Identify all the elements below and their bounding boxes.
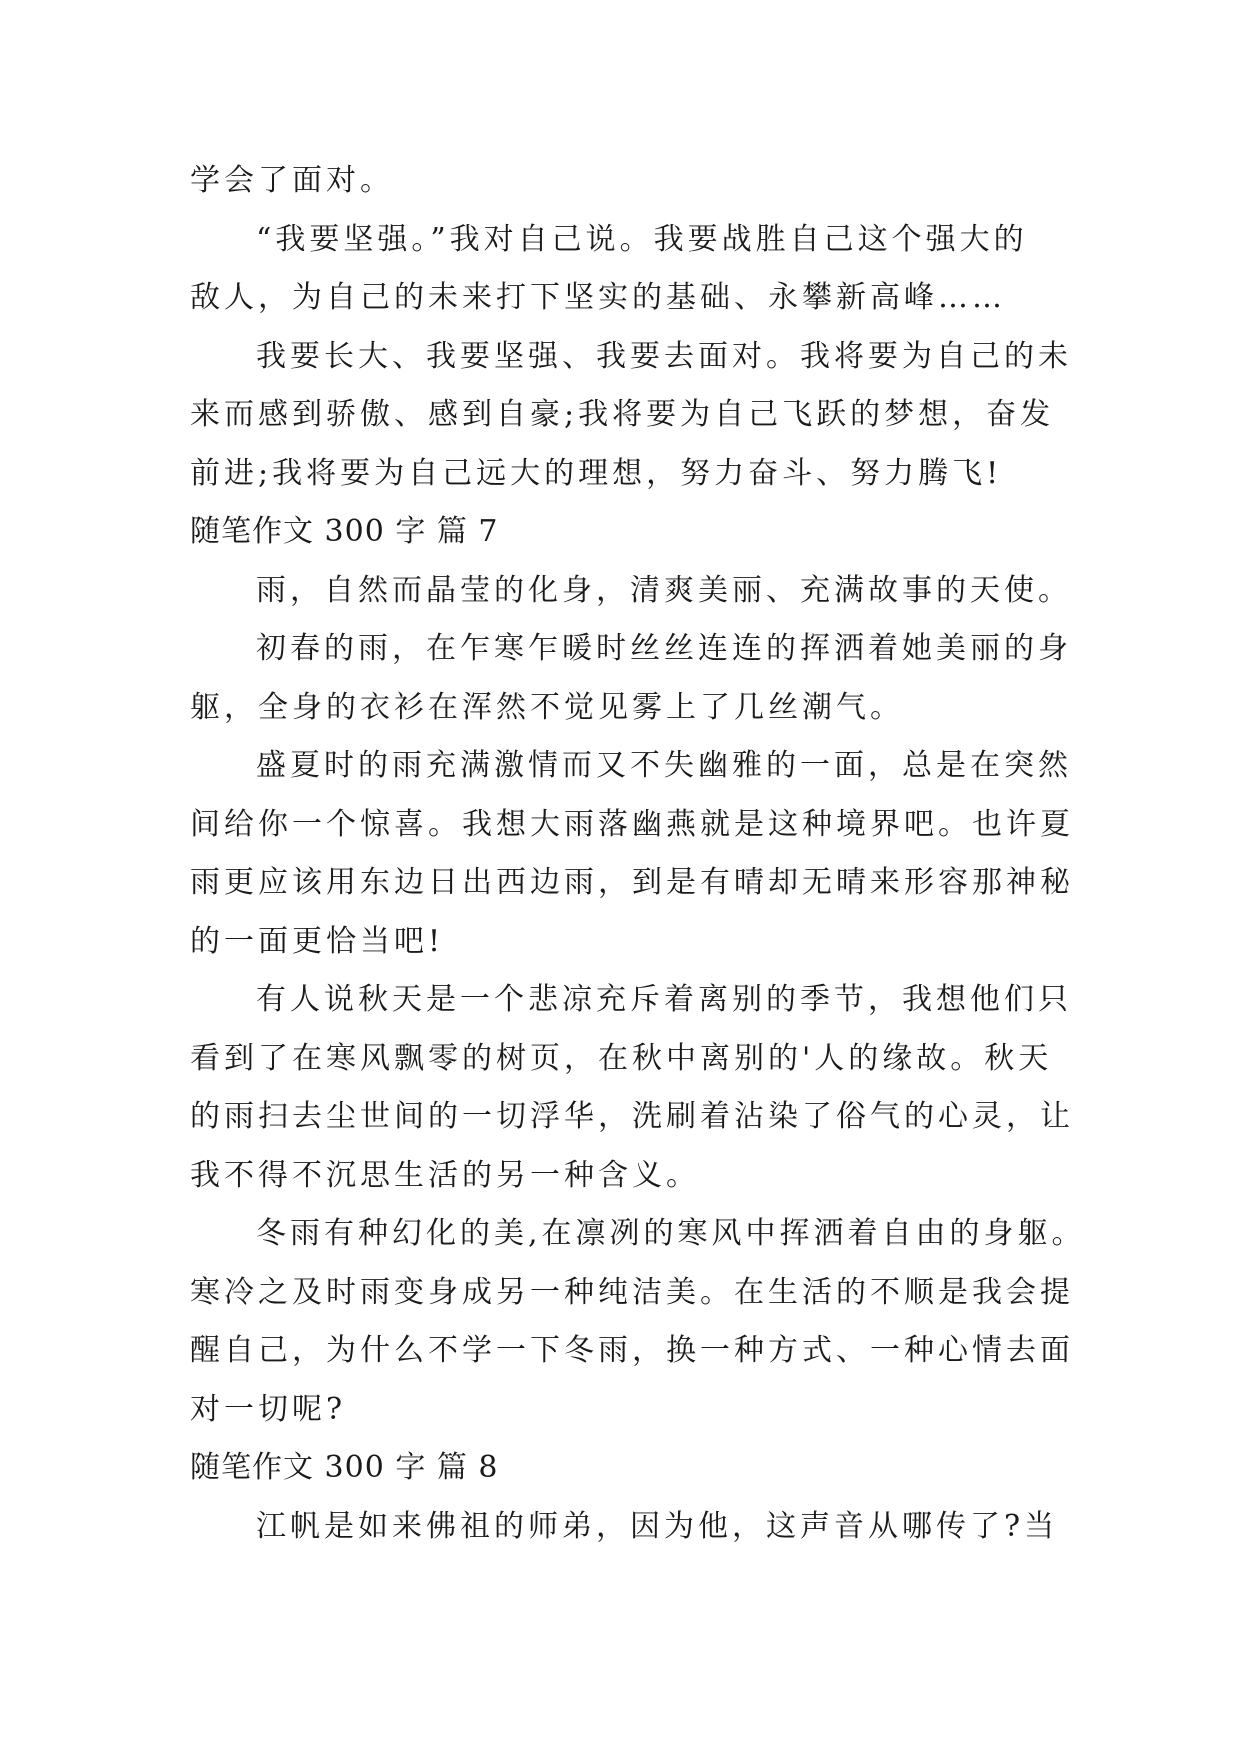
text-line: 雨，自然而晶莹的化身，清爽美丽、充满故事的天使。 <box>256 572 1072 608</box>
text-line: 学会了面对。 <box>190 163 394 198</box>
text-line: 的一面更恰当吧! <box>190 923 445 959</box>
section-heading: 随笔作文 300 字 篇 8 <box>190 1450 499 1485</box>
text-line: 间给你一个惊喜。我想大雨落幽燕就是这种境界吧。也许夏 <box>190 806 1074 842</box>
text-line: 冬雨有种幻化的美,在凛冽的寒风中挥洒着自由的身躯。 <box>256 1216 1086 1251</box>
section-heading: 随笔作文 300 字 篇 7 <box>190 514 499 549</box>
text-line: 前进;我将要为自己远大的理想，努力奋斗、努力腾飞! <box>190 455 1003 491</box>
text-line: 寒冷之及时雨变身成另一种纯洁美。在生活的不顺是我会提 <box>190 1274 1074 1310</box>
text-line: 来而感到骄傲、感到自豪;我将要为自己飞跃的梦想，奋发 <box>190 397 1055 432</box>
text-line: 敌人，为自己的未来打下坚实的基础、永攀新高峰…… <box>190 280 1006 315</box>
text-line: 江帆是如来佛祖的师弟，因为他，这声音从哪传了?当 <box>256 1508 1059 1544</box>
text-line: “我要坚强。”我对自己说。我要战胜自己这个强大的 <box>256 221 1028 257</box>
text-line: 雨更应该用东边日出西边雨，到是有晴却无晴来形容那神秘 <box>190 865 1074 900</box>
text-line: 我不得不沉思生活的另一种含义。 <box>190 1157 700 1193</box>
text-line: 对一切呢? <box>190 1391 347 1427</box>
text-line: 躯，全身的衣衫在浑然不觉见雾上了几丝潮气。 <box>190 689 904 725</box>
text-line: 的雨扫去尘世间的一切浮华，洗刷着沾染了俗气的心灵，让 <box>190 1099 1074 1134</box>
text-line: 有人说秋天是一个悲凉充斥着离别的季节，我想他们只 <box>256 982 1072 1017</box>
text-line: 盛夏时的雨充满激情而又不失幽雅的一面，总是在突然 <box>256 748 1072 783</box>
text-line: 我要长大、我要坚强、我要去面对。我将要为自己的未 <box>256 338 1072 374</box>
text-line: 醒自己，为什么不学一下冬雨，换一种方式、一种心情去面 <box>190 1333 1074 1368</box>
document-body <box>190 152 1086 1556</box>
text-line: 初春的雨，在乍寒乍暖时丝丝连连的挥洒着她美丽的身 <box>256 631 1072 666</box>
text-line: 看到了在寒风飘零的树页，在秋中离别的'人的缘故。秋天 <box>190 1040 1053 1076</box>
